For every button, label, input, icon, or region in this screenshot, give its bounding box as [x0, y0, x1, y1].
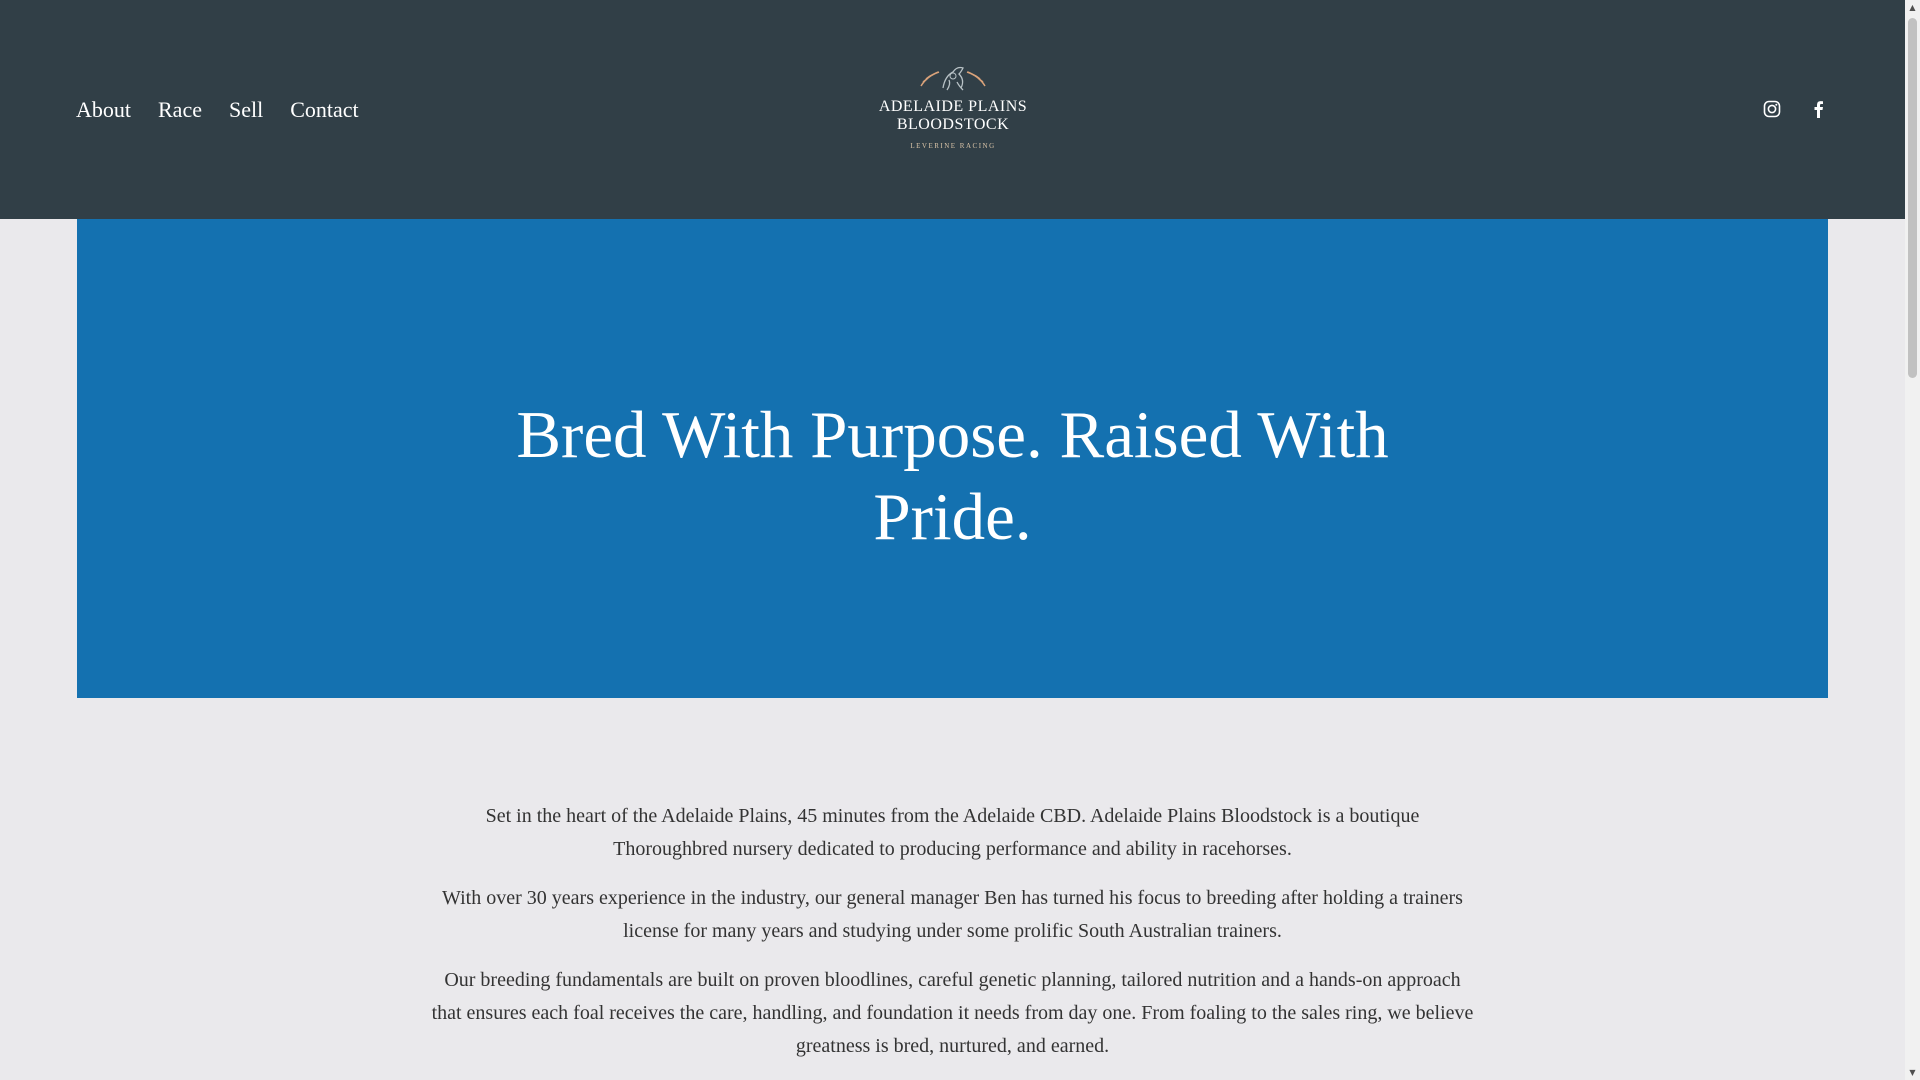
vertical-scrollbar[interactable]: [1905, 0, 1920, 1080]
instagram-icon[interactable]: [1760, 97, 1784, 121]
scroll-down-arrow-icon[interactable]: ▼: [1909, 1068, 1916, 1077]
facebook-icon[interactable]: [1806, 97, 1830, 121]
hero-heading: Bred With Purpose. Raised With Pride.: [516, 397, 1389, 554]
scrollbar-thumb[interactable]: [1908, 18, 1917, 378]
hero-banner: [77, 219, 1828, 698]
intro-content: [430, 800, 1475, 1079]
logo-tagline: LEVERINE RACING: [910, 142, 996, 150]
nav-link-about[interactable]: About: [76, 97, 131, 122]
main-nav: [76, 92, 386, 128]
logo-line-2: BLOODSTOCK: [896, 116, 1010, 133]
scroll-up-arrow-icon[interactable]: ▲: [1909, 3, 1916, 12]
intro-paragraph: Set in the heart of the Adelaide Plains, 45 minutes from the Adelaide CBD. Adelaide Plains Bloodstock is a boutique Thoroughbred nursery dedicated to producing performance and ability in racehorses.: [485, 805, 1420, 860]
site-header: [0, 0, 1905, 219]
logo-line-1: ADELAIDE PLAINS: [878, 98, 1028, 115]
site-logo[interactable]: [842, 48, 1064, 180]
intro-paragraph: With over 30 years experience in the industry, our general manager Ben has turned his focus to breeding after holding a trainers license for many years and studying under some prolific South Australian trainers.: [442, 887, 1463, 942]
nav-link-sell[interactable]: Sell: [228, 97, 264, 122]
intro-paragraph: Our breeding fundamentals are built on proven bloodlines, careful genetic planning, tailored nutrition and a hands-on approach that ensures each foal receives the care, handling, and foundation it needs from day one. From foaling to the sales ring, we believe greatness is bred, nurtured, and earned.: [431, 969, 1474, 1057]
horse-logo-icon: [913, 58, 993, 98]
social-links: [1760, 97, 1830, 121]
nav-link-race[interactable]: Race: [158, 97, 202, 122]
nav-link-contact[interactable]: Contact: [290, 97, 359, 122]
